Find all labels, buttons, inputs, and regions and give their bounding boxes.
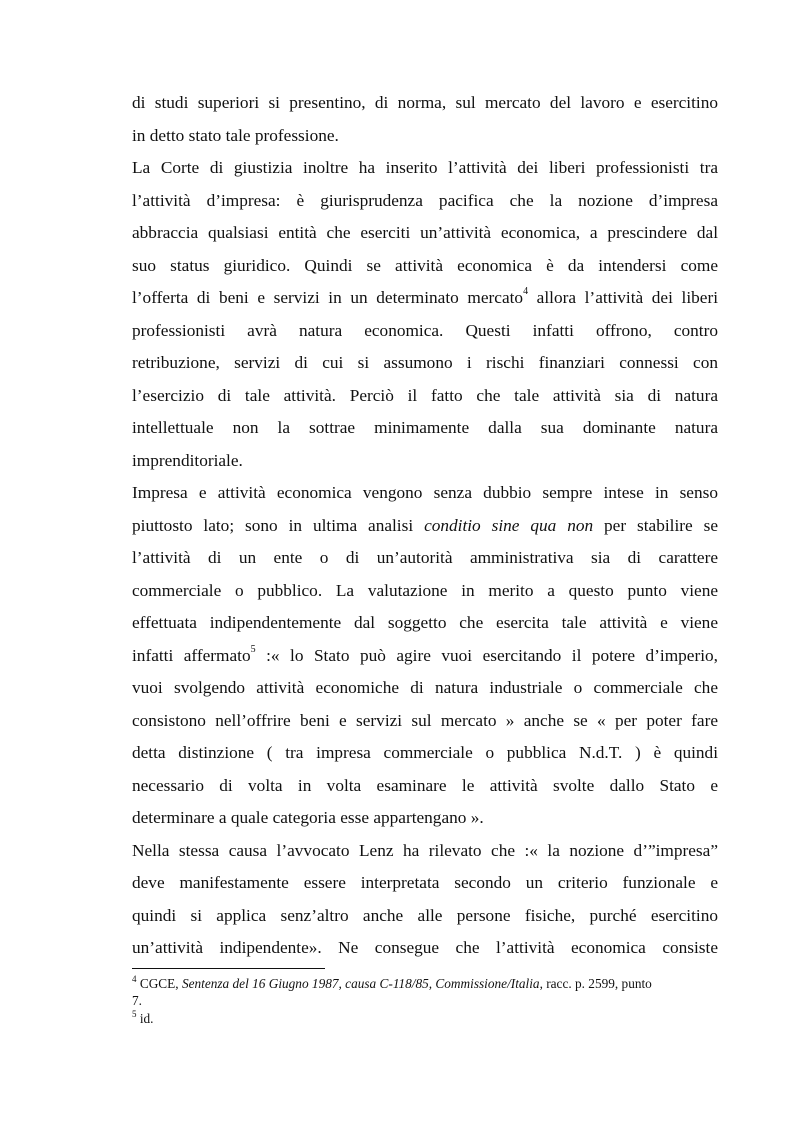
footnote-number: 5 [132,1008,137,1019]
text-segment: :« lo Stato può agire vuoi esercitando il potere d’imperio, [255,645,718,665]
text-line: vuoi svolgendo attività economiche di natura industriale o commerciale che [132,678,718,697]
text-line: in detto stato tale professione. [132,125,339,145]
text-segment: infatti affermato [132,645,251,665]
footnote [132,1008,718,1027]
text-segment: piuttosto lato; sono in ultima analisi [132,515,425,535]
text-line [132,287,718,309]
footnote-continuation: 7. [132,993,142,1008]
text-line: detta distinzione ( tra impresa commerciale o pubblica N.d.T. ) è quindi [132,743,718,762]
text-line: Impresa e attività economica vengono senza dubbio sempre intese in senso [132,483,718,502]
text-line: necessario di volta in volta esaminare le attività svolte dallo Stato e [132,775,718,795]
text-line: La Corte di giustizia inoltre ha inserito l’attività dei liberi professionisti tra [132,158,718,177]
text-line: intellettuale non la sottrae minimamente dalla sua dominante natura [132,418,718,437]
text-line [132,515,718,537]
text-line: Nella stessa causa l’avvocato Lenz ha rilevato che :« la nozione d’”impresa” [132,840,718,860]
text-line [132,645,718,667]
footnote-citation: Sentenza del 16 Giugno 1987, causa C-118/85, Commissione/Italia [181,976,540,991]
footnote-text: , racc. p. 2599, punto [539,976,652,991]
text-line: determinare a quale categoria esse appartengano ». [132,808,484,827]
text-line: l’attività di un ente o di un’autorità amministrativa sia di carattere [132,548,718,567]
text-line: effettuata indipendentemente dal soggetto che esercita tale attività e viene [132,613,718,632]
footnote-separator [132,968,325,969]
text-line: retribuzione, servizi di cui si assumono i rischi finanziari connessi con [132,353,718,372]
text-line: suo status giuridico. Quindi se attività economica è da intendersi come [132,255,718,275]
text-line: di studi superiori si presentino, di norma, sul mercato del lavoro e esercitino [132,93,718,112]
text-line: abbraccia qualsiasi entità che eserciti un’attività economica, a prescindere dal [132,223,718,242]
text-line: deve manifestamente essere interpretata secondo un criterio funzionale e [132,873,718,892]
footnote [132,973,718,992]
text-line: imprenditoriale. [132,450,243,470]
text-segment: allora l’attività dei liberi [528,288,718,307]
footnote-text: CGCE, [136,976,182,991]
footnote-reference: 5 [250,644,256,655]
text-segment: l’offerta di beni e servizi in un determinato mercato [132,288,524,307]
footnote-text: id. [136,1011,154,1026]
text-line: commerciale o pubblico. La valutazione in merito a questo punto viene [132,580,718,600]
text-line: professionisti avrà natura economica. Questi infatti offrono, contro [132,320,718,340]
text-segment: per stabilire se [593,515,718,535]
text-line: l’esercizio di tale attività. Perciò il fatto che tale attività sia di natura [132,385,718,405]
text-line: l’attività d’impresa: è giurisprudenza pacifica che la nozione d’impresa [132,190,718,210]
italic-phrase: conditio sine qua non [424,515,594,535]
footnote-reference: 4 [523,287,529,298]
footnote-number: 4 [132,973,137,984]
text-line: quindi si applica senz’altro anche alle persone fisiche, purché esercitino [132,905,718,925]
text-line: consistono nell’offrire beni e servizi sul mercato » anche se « per poter fare [132,710,718,730]
text-line: un’attività indipendente». Ne consegue che l’attività economica consiste [132,938,718,957]
